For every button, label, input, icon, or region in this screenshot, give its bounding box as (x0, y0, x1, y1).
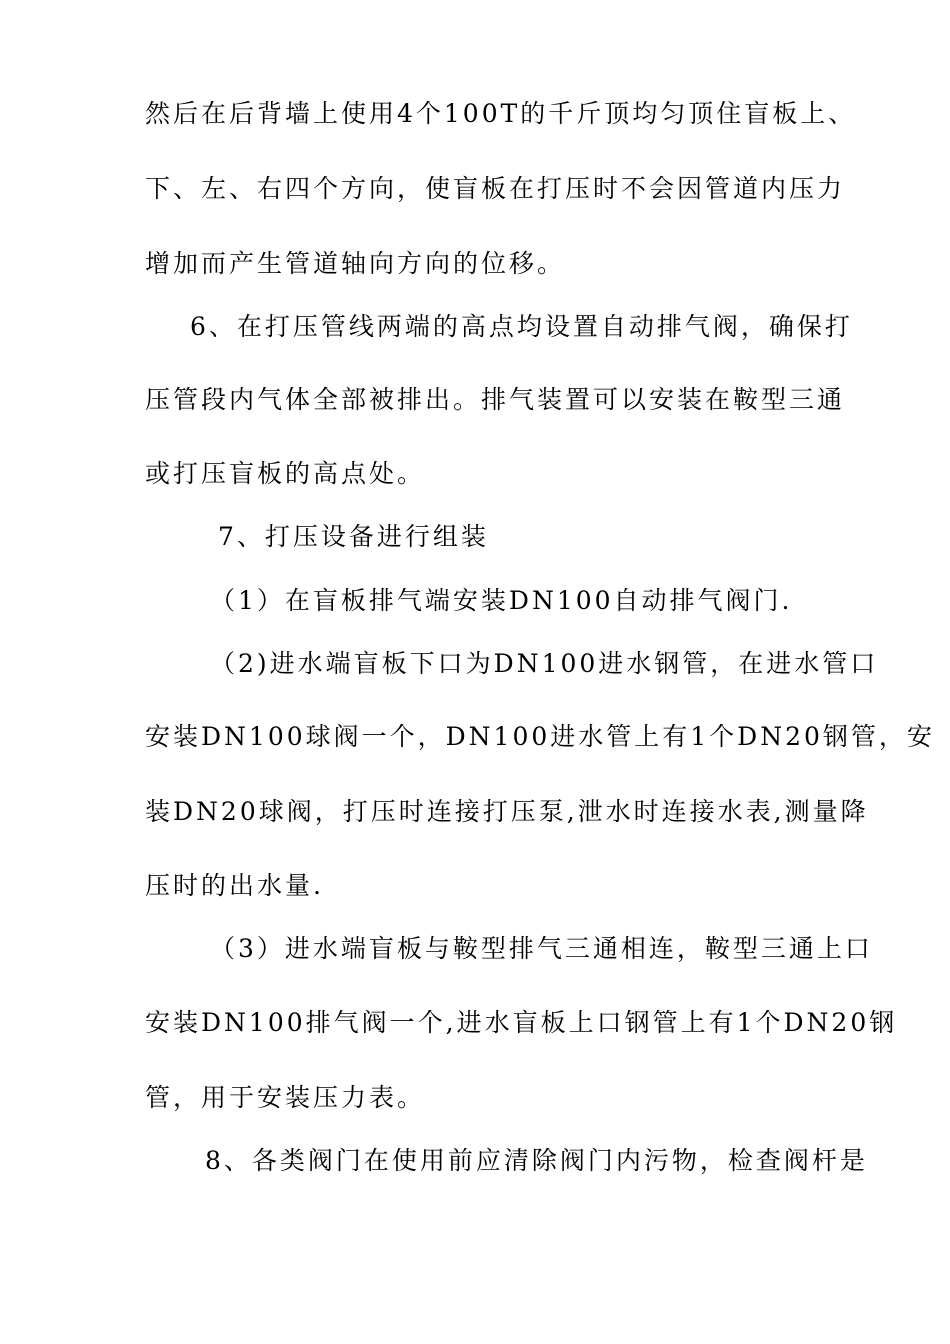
text-line-1: 然后在后背墙上使用4个100T的千斤顶均匀顶住盲板上、 (145, 99, 857, 128)
text-line-5: 压管段内气体全部被排出。排气装置可以安装在鞍型三通 (145, 385, 846, 414)
text-line-3: 增加而产生管道轴向方向的位移。 (145, 249, 566, 278)
text-line-15: 管，用于安装压力表。 (145, 1083, 426, 1112)
text-line-13: （3）进水端盲板与鞍型排气三通相连，鞍型三通上口 (210, 934, 873, 963)
text-line-4: 6、在打压管线两端的高点均设置自动排气阀，确保打 (190, 312, 853, 341)
text-line-16: 8、各类阀门在使用前应清除阀门内污物，检查阀杆是 (205, 1146, 868, 1175)
text-line-6: 或打压盲板的高点处。 (145, 459, 426, 488)
text-line-11: 装DN20球阀，打压时连接打压泵,泄水时连接水表,测量降 (145, 797, 869, 826)
text-line-9: （2)进水端盲板下口为DN100进水钢管，在进水管口 (210, 649, 879, 678)
text-line-7: 7、打压设备进行组装 (218, 522, 489, 551)
text-line-10: 安装DN100球阀一个，DN100进水管上有1个DN20钢管，安 (145, 722, 935, 751)
text-line-8: （1）在盲板排气端安装DN100自动排气阀门. (210, 586, 793, 615)
text-line-14: 安装DN100排气阀一个,进水盲板上口钢管上有1个DN20钢 (145, 1008, 898, 1037)
text-line-12: 压时的出水量. (145, 871, 324, 900)
text-line-2: 下、左、右四个方向，使盲板在打压时不会因管道内压力 (145, 174, 846, 203)
